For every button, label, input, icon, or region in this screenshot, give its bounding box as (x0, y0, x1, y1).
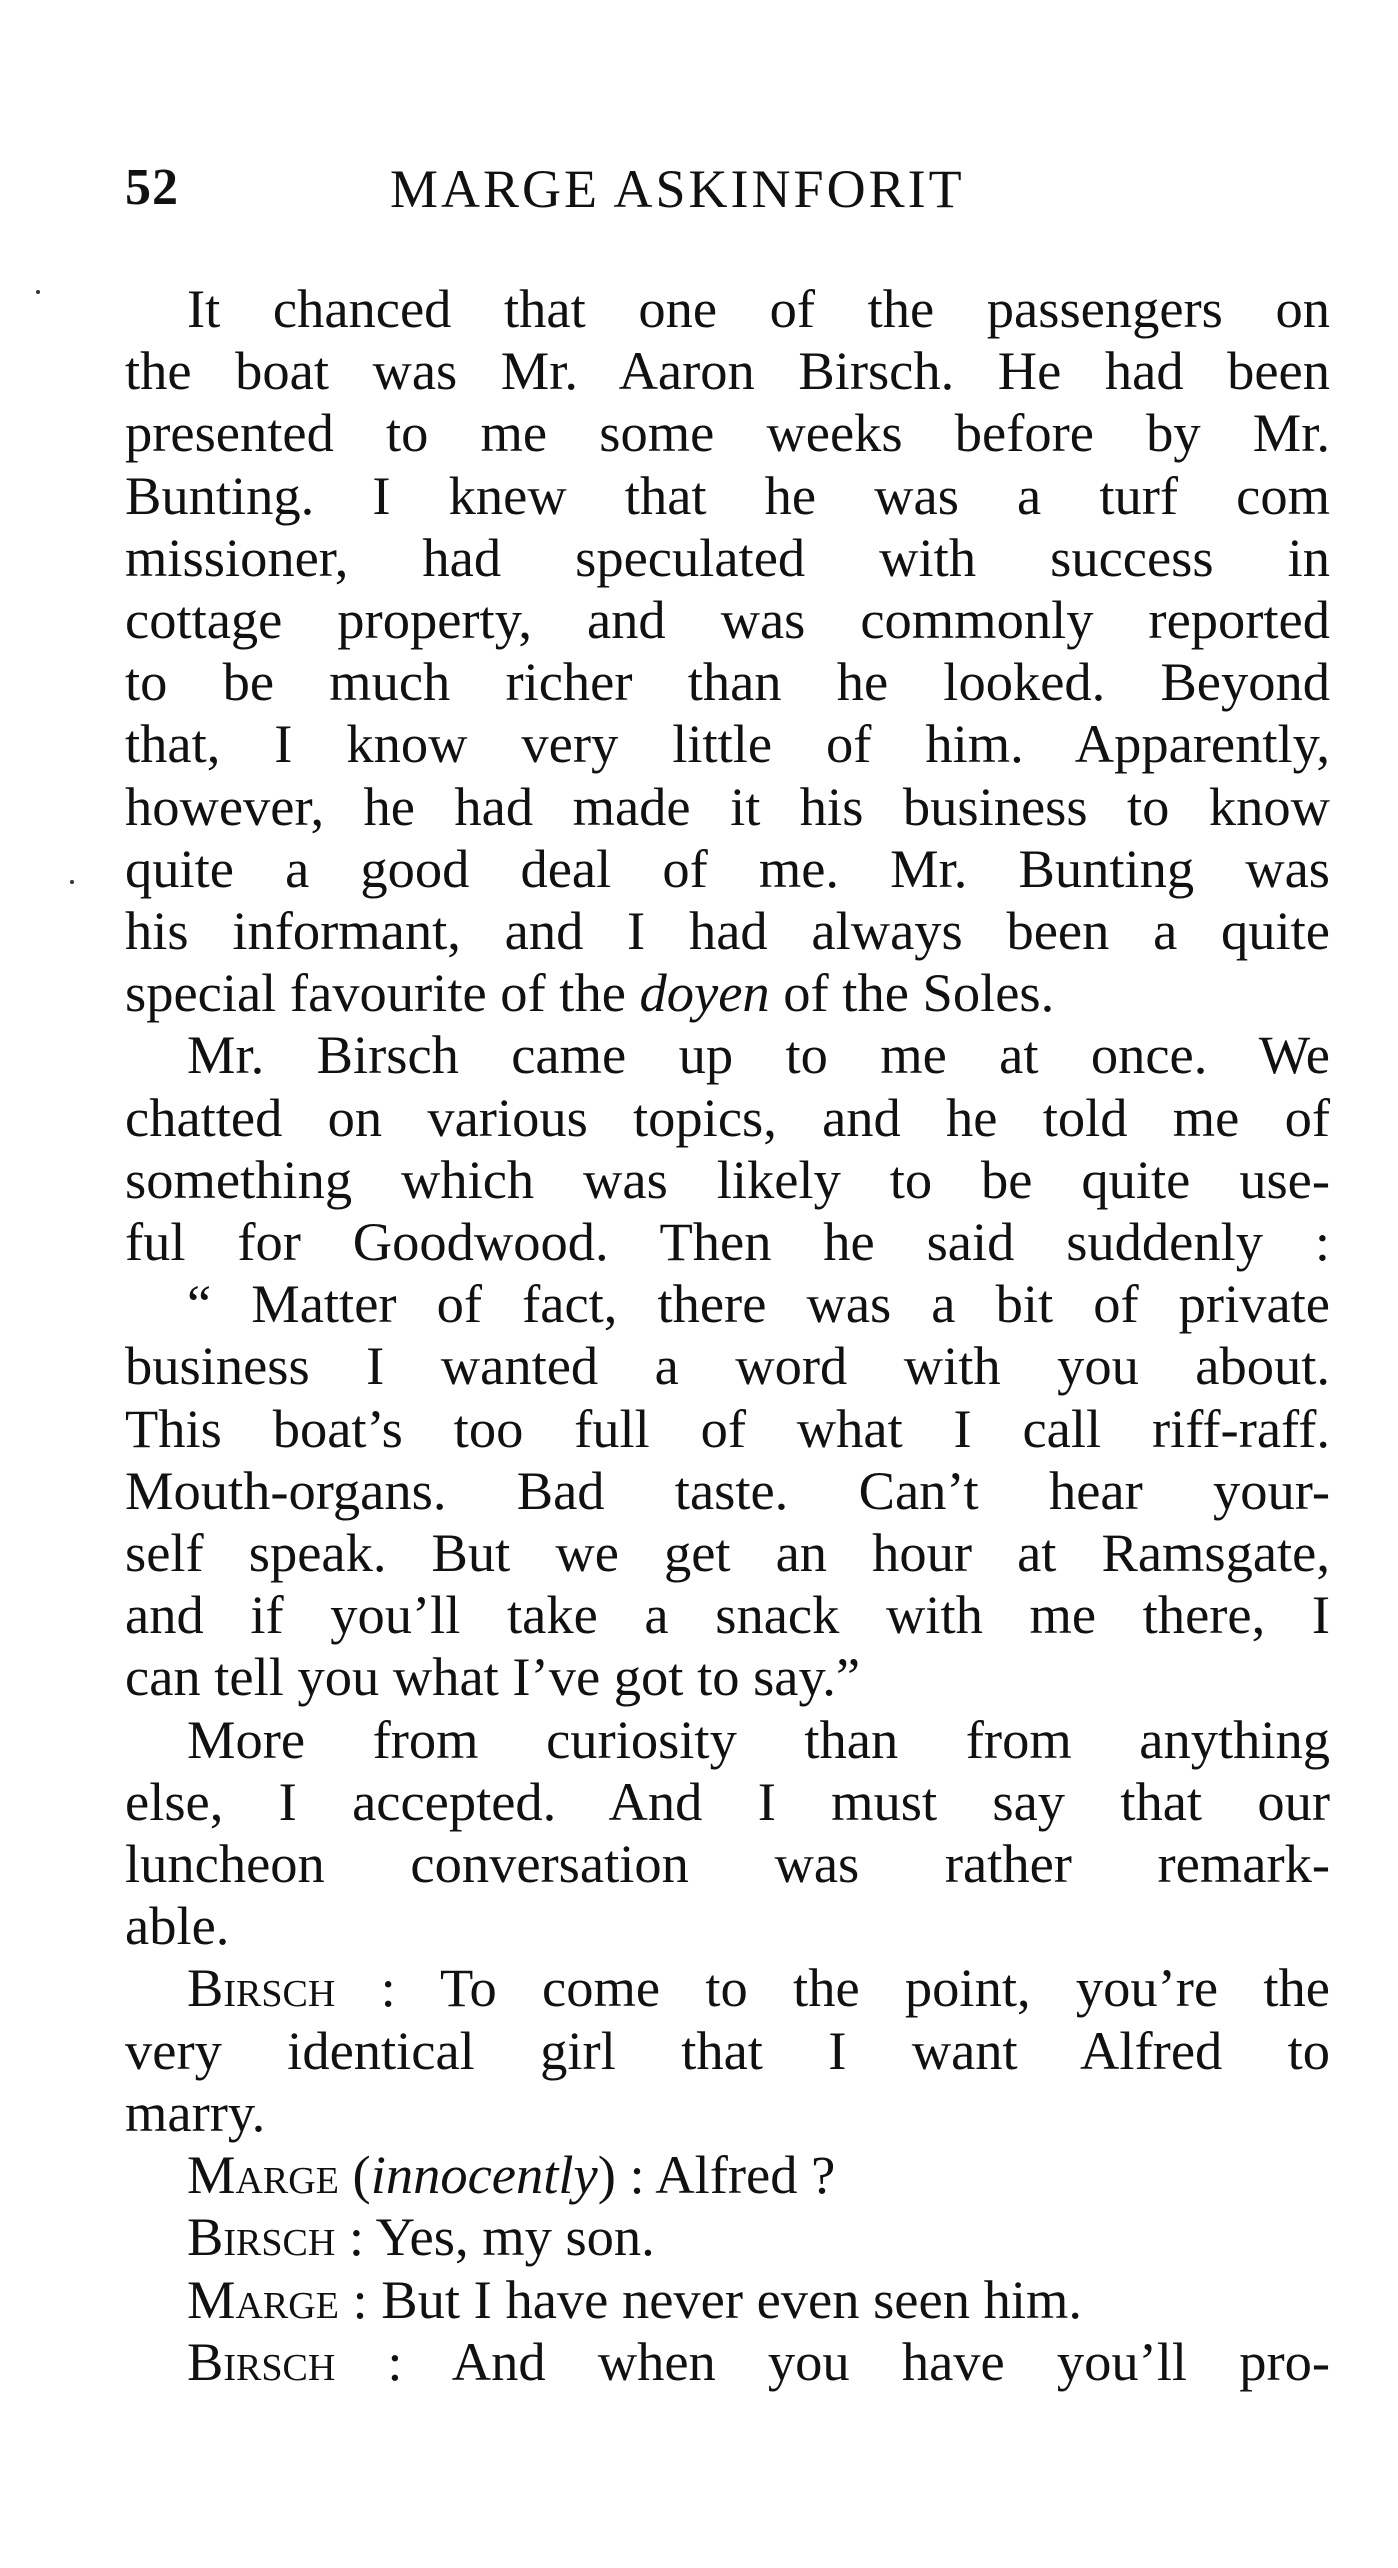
line-segment: else, I accepted. And I must say that our (125, 1770, 1330, 1832)
line-segment: luncheon conversation was rather remark- (125, 1833, 1330, 1895)
line-segment: missioner, had speculated with success in (125, 526, 1330, 588)
line-segment: special favourite of the (125, 962, 640, 1024)
text-line (125, 651, 1330, 713)
line-segment: marry. (125, 2081, 266, 2143)
line-segment: Mr. Birsch came up to me at once. We (187, 1024, 1330, 1086)
text-line (125, 2144, 1330, 2206)
text-line (125, 1522, 1330, 1584)
line-segment: : Yes, my son. (335, 2206, 655, 2268)
text-line (125, 1709, 1330, 1771)
line-segment: the boat was Mr. Aaron Birsch. He had been (125, 340, 1330, 402)
line-segment: his informant, and I had always been a quite (125, 900, 1330, 962)
text-line (125, 1398, 1330, 1460)
text-line (125, 1087, 1330, 1149)
text-line (125, 900, 1330, 962)
speaker-name: Marge (187, 2144, 339, 2206)
line-segment: : But I have never even seen him. (338, 2268, 1082, 2330)
running-title: MARGE ASKINFORIT (390, 159, 965, 219)
line-segment: ful for Goodwood. Then he said suddenly : (125, 1211, 1330, 1273)
text-line (125, 2269, 1330, 2331)
line-segment: to be much richer than he looked. Beyond (125, 651, 1330, 713)
line-segment: can tell you what I’ve got to say.” (125, 1646, 861, 1708)
line-segment: cottage property, and was commonly reported (125, 589, 1330, 651)
page-number: 52 (125, 159, 179, 216)
line-segment: More from curiosity than from anything (187, 1708, 1330, 1770)
text-line (125, 1833, 1330, 1895)
text-line (125, 776, 1330, 838)
print-speck (70, 880, 74, 884)
text-line (125, 402, 1330, 464)
line-segment: “ Matter of fact, there was a bit of private (187, 1273, 1330, 1335)
line-segment: presented to me some weeks before by Mr. (125, 402, 1330, 464)
text-line (125, 527, 1330, 589)
line-segment: : And when you have you’ll pro- (335, 2330, 1330, 2392)
text-line (125, 838, 1330, 900)
speaker-name: Marge (187, 2268, 339, 2330)
text-line (125, 1273, 1330, 1335)
text-line (125, 1149, 1330, 1211)
line-segment: This boat’s too full of what I call riff-raff. (125, 1397, 1330, 1459)
text-line (125, 713, 1330, 775)
line-segment: : To come to the point, you’re the (335, 1957, 1330, 2019)
line-segment: able. (125, 1895, 230, 1957)
text-line (125, 1771, 1330, 1833)
speaker-name: Birsch (187, 1957, 336, 2019)
text-line (125, 2020, 1330, 2082)
text-line (125, 465, 1330, 527)
line-segment: Mouth-organs. Bad taste. Can’t hear your- (125, 1459, 1330, 1521)
text-line (125, 278, 1330, 340)
text-line (125, 340, 1330, 402)
line-segment: self speak. But we get an hour at Ramsgate, (125, 1522, 1330, 1584)
line-segment: very identical girl that I want Alfred to (125, 2019, 1330, 2081)
speaker-name: Birsch (187, 2206, 336, 2268)
line-segment: ( (338, 2144, 371, 2206)
text-line (125, 1584, 1330, 1646)
text-line (125, 1211, 1330, 1273)
text-line (125, 2331, 1330, 2393)
line-segment: business I wanted a word with you about. (125, 1335, 1330, 1397)
text-line (125, 2082, 1330, 2144)
line-segment: something which was likely to be quite use- (125, 1148, 1330, 1210)
text-line (125, 2206, 1330, 2268)
page-header (125, 158, 1325, 228)
line-segment: and if you’ll take a snack with me there, I (125, 1584, 1330, 1646)
line-segment: of the Soles. (769, 962, 1055, 1024)
emphasis: innocently (370, 2144, 598, 2206)
text-line (125, 1646, 1330, 1708)
text-line (125, 962, 1330, 1024)
line-segment: quite a good deal of me. Mr. Bunting was (125, 837, 1330, 899)
line-segment: It chanced that one of the passengers on (187, 278, 1330, 339)
line-segment: Bunting. I knew that he was a turf com (125, 464, 1330, 526)
line-segment: chatted on various topics, and he told me of (125, 1086, 1330, 1148)
text-line (125, 1024, 1330, 1086)
body-text (125, 278, 1330, 2393)
line-segment: ) : Alfred ? (597, 2144, 836, 2206)
emphasis: doyen (639, 962, 770, 1024)
text-line (125, 1957, 1330, 2019)
print-speck (36, 290, 40, 294)
speaker-name: Birsch (187, 2330, 336, 2392)
line-segment: however, he had made it his business to know (125, 775, 1330, 837)
text-line (125, 1460, 1330, 1522)
line-segment: that, I know very little of him. Apparently, (125, 713, 1330, 775)
text-line (125, 1895, 1330, 1957)
text-line (125, 589, 1330, 651)
text-line (125, 1335, 1330, 1397)
